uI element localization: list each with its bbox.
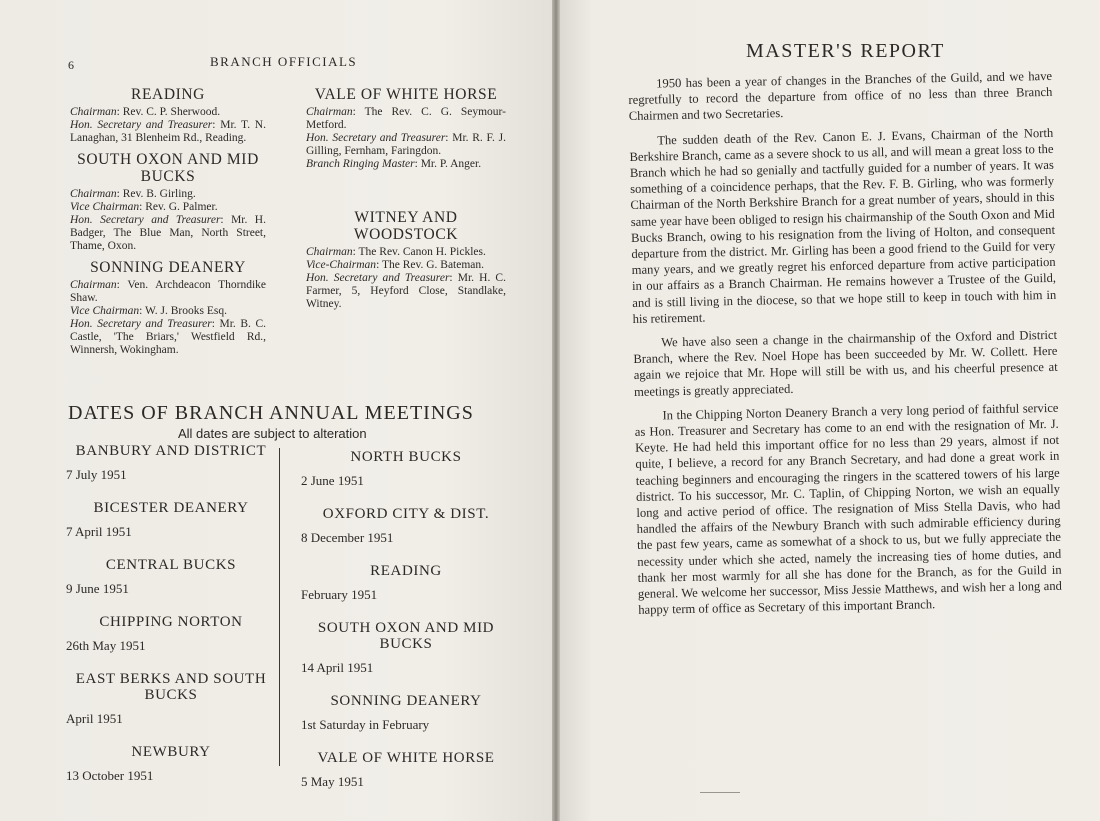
meeting-branch-name: BICESTER DEANERY [93, 500, 249, 516]
official-role: Hon. Secretary and Treasurer [70, 318, 212, 330]
report-title: MASTER'S REPORT [746, 40, 945, 62]
meeting-branch-name: OXFORD CITY & DIST. [322, 506, 490, 522]
branch-block [70, 86, 266, 145]
official-role: Hon. Secretary and Treasurer [306, 272, 450, 284]
meeting-date: 2 June 1951 [301, 473, 364, 488]
official-role: Chairman [306, 106, 353, 118]
official-name: Rev. B. Girling. [122, 188, 196, 200]
meeting-date: 8 December 1951 [301, 530, 394, 545]
page-number: 6 [68, 58, 74, 72]
report-paragraph: We have also seen a change in the chairmanship of the Oxford and District Branch, where the Rev. Noel Hope has been succeeded by Mr. W. Collett. Here again we rejoice that Mr. Hope will still be with us, and his cheerful presence at meetings is greatly appreciated. [633, 327, 1058, 399]
meeting-date: 5 May 1951 [301, 774, 364, 789]
report-paragraph: 1950 has been a year of changes in the Branches of the Guild, and we have regretfully to record the departure from office of no less than three Branch Chairmen and two Secretaries. [628, 68, 1053, 124]
meeting-branch-name: NORTH BUCKS [350, 449, 462, 465]
column-divider [279, 448, 280, 766]
meeting-entry [66, 614, 276, 654]
book-gutter [552, 0, 560, 821]
meeting-date: 7 July 1951 [66, 467, 127, 482]
branch-name: READING [131, 86, 205, 103]
branch-block [306, 209, 506, 311]
official-line: Chairman: The Rev. Canon H. Pickles. [306, 246, 486, 258]
meeting-branch-name: CENTRAL BUCKS [105, 557, 237, 573]
meeting-entry [66, 744, 276, 784]
meetings-subtitle: All dates are subject to alteration [178, 426, 367, 441]
official-line: Branch Ringing Master: Mr. P. Anger. [306, 158, 482, 170]
official-name: Mr. H. Badger, The Blue Man, North Street, Thame, Oxon. [70, 214, 266, 252]
official-line: Chairman: Ven. Archdeacon Thorndike Shaw. [70, 279, 266, 304]
meeting-branch-name: SONNING DEANERY [330, 693, 482, 709]
report-body [628, 68, 1062, 627]
official-role: Vice-Chairman [306, 259, 377, 271]
meeting-date: 1st Saturday in February [301, 717, 430, 732]
meeting-date: 7 April 1951 [66, 524, 132, 539]
right-page [560, 0, 1100, 821]
meeting-entry [66, 557, 276, 597]
official-role: Chairman [70, 188, 117, 200]
footer-rule [700, 792, 740, 793]
official-name: The Rev. Canon H. Pickles. [358, 246, 486, 258]
branch-name: WITNEY AND WOODSTOCK [353, 209, 459, 243]
official-line: Vice Chairman: W. J. Brooks Esq. [70, 305, 227, 317]
branch-block [70, 259, 266, 357]
meeting-entry [301, 750, 511, 790]
branch-name: SOUTH OXON AND MID BUCKS [77, 151, 259, 185]
meeting-entry [301, 563, 511, 603]
meetings-column-left [66, 443, 276, 801]
meetings-column-right [301, 449, 511, 807]
meeting-entry [66, 500, 276, 540]
meeting-branch-name: READING [370, 563, 442, 579]
officials-column-right [306, 86, 506, 311]
meeting-branch-name: NEWBURY [131, 744, 211, 760]
meeting-entry [301, 449, 511, 489]
meeting-entry [301, 620, 511, 676]
meeting-entry [301, 506, 511, 546]
report-paragraph: The sudden death of the Rev. Canon E. J. Evans, Chairman of the North Berkshire Branch, came as a severe shock to us all, and will mean a great loss to the Branch which he had so genially and tactfully guided for a number of years. It was something of a coincidence perhaps, that the Rev. F. B. Girling, who was formerly Chairman of the North Berkshire Branch for a great number of years, should in this same year have been obliged to resign his chairmanship of the South Oxon and Mid Bucks Branch, owing to his resignation from the living of Holton, and consequent departure from the district. Mr. Girling has been a good friend to the Guild for very many years, and we greatly regret his enforced departure from active participation in our affairs as a Branch Chairman. He remains however a Trustee of the Guild, and is still living in the diocese, so that we hope still to keep in touch with him in his retirement. [629, 125, 1057, 326]
official-line: Hon. Secretary and Treasurer: Mr. T. N. Lanaghan, 31 Blenheim Rd., Reading. [70, 119, 266, 144]
branch-block [70, 151, 266, 253]
running-head: BRANCH OFFICIALS [210, 54, 358, 69]
official-line: Chairman: Rev. B. Girling. [70, 188, 196, 200]
meeting-date: 26th May 1951 [66, 638, 146, 653]
official-name: Ven. Archdeacon Thorndike Shaw. [70, 279, 266, 304]
official-role: Branch Ringing Master [306, 158, 415, 170]
official-role: Hon. Secretary and Treasurer [306, 132, 446, 144]
report-paragraph: In the Chipping Norton Deanery Branch a very long period of faithful service as Hon. Treasurer and Secretary has come to an end with the resignation of Mr. J. Keyte. He had held this important office for no less than 29 years, almost if not quite, I believe, a record for any Branch Secretary, and had done a great work in teaching beginners and encouraging the ringers in the scattered towers of his large district. To his successor, Mr. C. Taplin, of Chipping Norton, we wish an equally long and active period of office. The resignation of Miss Stella Davis, who had handled the affairs of the Newbury Branch with such admirable efficiency during the past few years, came as somewhat of a shock to us, but we fully appreciate the necessity under which she acted, namely the increasing ties of home duties, and thank her most warmly for all she has done for the Branch, as for the Guild in general. We welcome her successor, Miss Jessie Matthews, and wish her a long and happy term of office as Secretary of this important Branch. [634, 400, 1063, 618]
official-line: Chairman: The Rev. C. G. Seymour-Metford. [306, 106, 506, 131]
official-line: Hon. Secretary and Treasurer: Mr. H. Badger, The Blue Man, North Street, Thame, Oxon. [70, 214, 266, 252]
meeting-date: 9 June 1951 [66, 581, 129, 596]
official-name: Mr. B. C. Castle, 'The Briars,' Westfield Rd., Winnersh, Wokingham. [70, 318, 266, 356]
meeting-branch-name: EAST BERKS AND SOUTH BUCKS [75, 671, 267, 703]
meeting-date: April 1951 [66, 711, 123, 726]
meeting-branch-name: SOUTH OXON AND MID BUCKS [317, 620, 495, 652]
branch-name: SONNING DEANERY [90, 259, 246, 276]
meeting-entry [301, 693, 511, 733]
meeting-entry [66, 443, 276, 483]
official-role: Chairman [306, 246, 353, 258]
official-line: Hon. Secretary and Treasurer: Mr. H. C. Farmer, 5, Heyford Close, Standlake, Witney. [306, 272, 506, 310]
official-name: The Rev. G. Bateman. [381, 259, 485, 271]
meeting-branch-name: VALE OF WHITE HORSE [317, 750, 495, 766]
official-name: Mr. R. F. J. Gilling, Fernham, Faringdon. [306, 132, 506, 157]
official-line: Hon. Secretary and Treasurer: Mr. B. C. Castle, 'The Briars,' Westfield Rd., Winnersh, Wokingham. [70, 318, 266, 356]
official-name: Mr. H. C. Farmer, 5, Heyford Close, Standlake, Witney. [306, 272, 506, 310]
meeting-date: 14 April 1951 [301, 660, 374, 675]
official-line: Vice Chairman: Rev. G. Palmer. [70, 201, 218, 213]
meetings-title: DATES OF BRANCH ANNUAL MEETINGS [68, 402, 474, 424]
official-role: Chairman [70, 106, 117, 118]
official-role: Vice Chairman [70, 201, 140, 213]
block-gap [306, 171, 506, 209]
official-line: Chairman: Rev. C. P. Sherwood. [70, 106, 221, 118]
official-name: Rev. C. P. Sherwood. [122, 106, 221, 118]
official-role: Hon. Secretary and Treasurer [70, 214, 221, 226]
branch-name: VALE OF WHITE HORSE [314, 86, 498, 103]
official-name: Mr. P. Anger. [420, 158, 482, 170]
official-line: Hon. Secretary and Treasurer: Mr. R. F. J. Gilling, Fernham, Faringdon. [306, 132, 506, 157]
official-role: Vice Chairman [70, 305, 140, 317]
meeting-branch-name: CHIPPING NORTON [99, 614, 243, 630]
meeting-date: 13 October 1951 [66, 768, 154, 783]
official-name: W. J. Brooks Esq. [144, 305, 227, 317]
meeting-branch-name: BANBURY AND DISTRICT [75, 443, 267, 459]
official-name: Rev. G. Palmer. [145, 201, 218, 213]
officials-column-left [70, 86, 266, 357]
official-name: The Rev. C. G. Seymour-Metford. [306, 106, 506, 131]
official-role: Hon. Secretary and Treasurer [70, 119, 213, 131]
official-line: Vice-Chairman: The Rev. G. Bateman. [306, 259, 485, 271]
official-role: Chairman [70, 279, 117, 291]
meeting-entry [66, 671, 276, 727]
branch-block [306, 86, 506, 171]
official-name: Mr. T. N. Lanaghan, 31 Blenheim Rd., Reading. [70, 119, 266, 144]
meeting-date: February 1951 [301, 587, 378, 602]
